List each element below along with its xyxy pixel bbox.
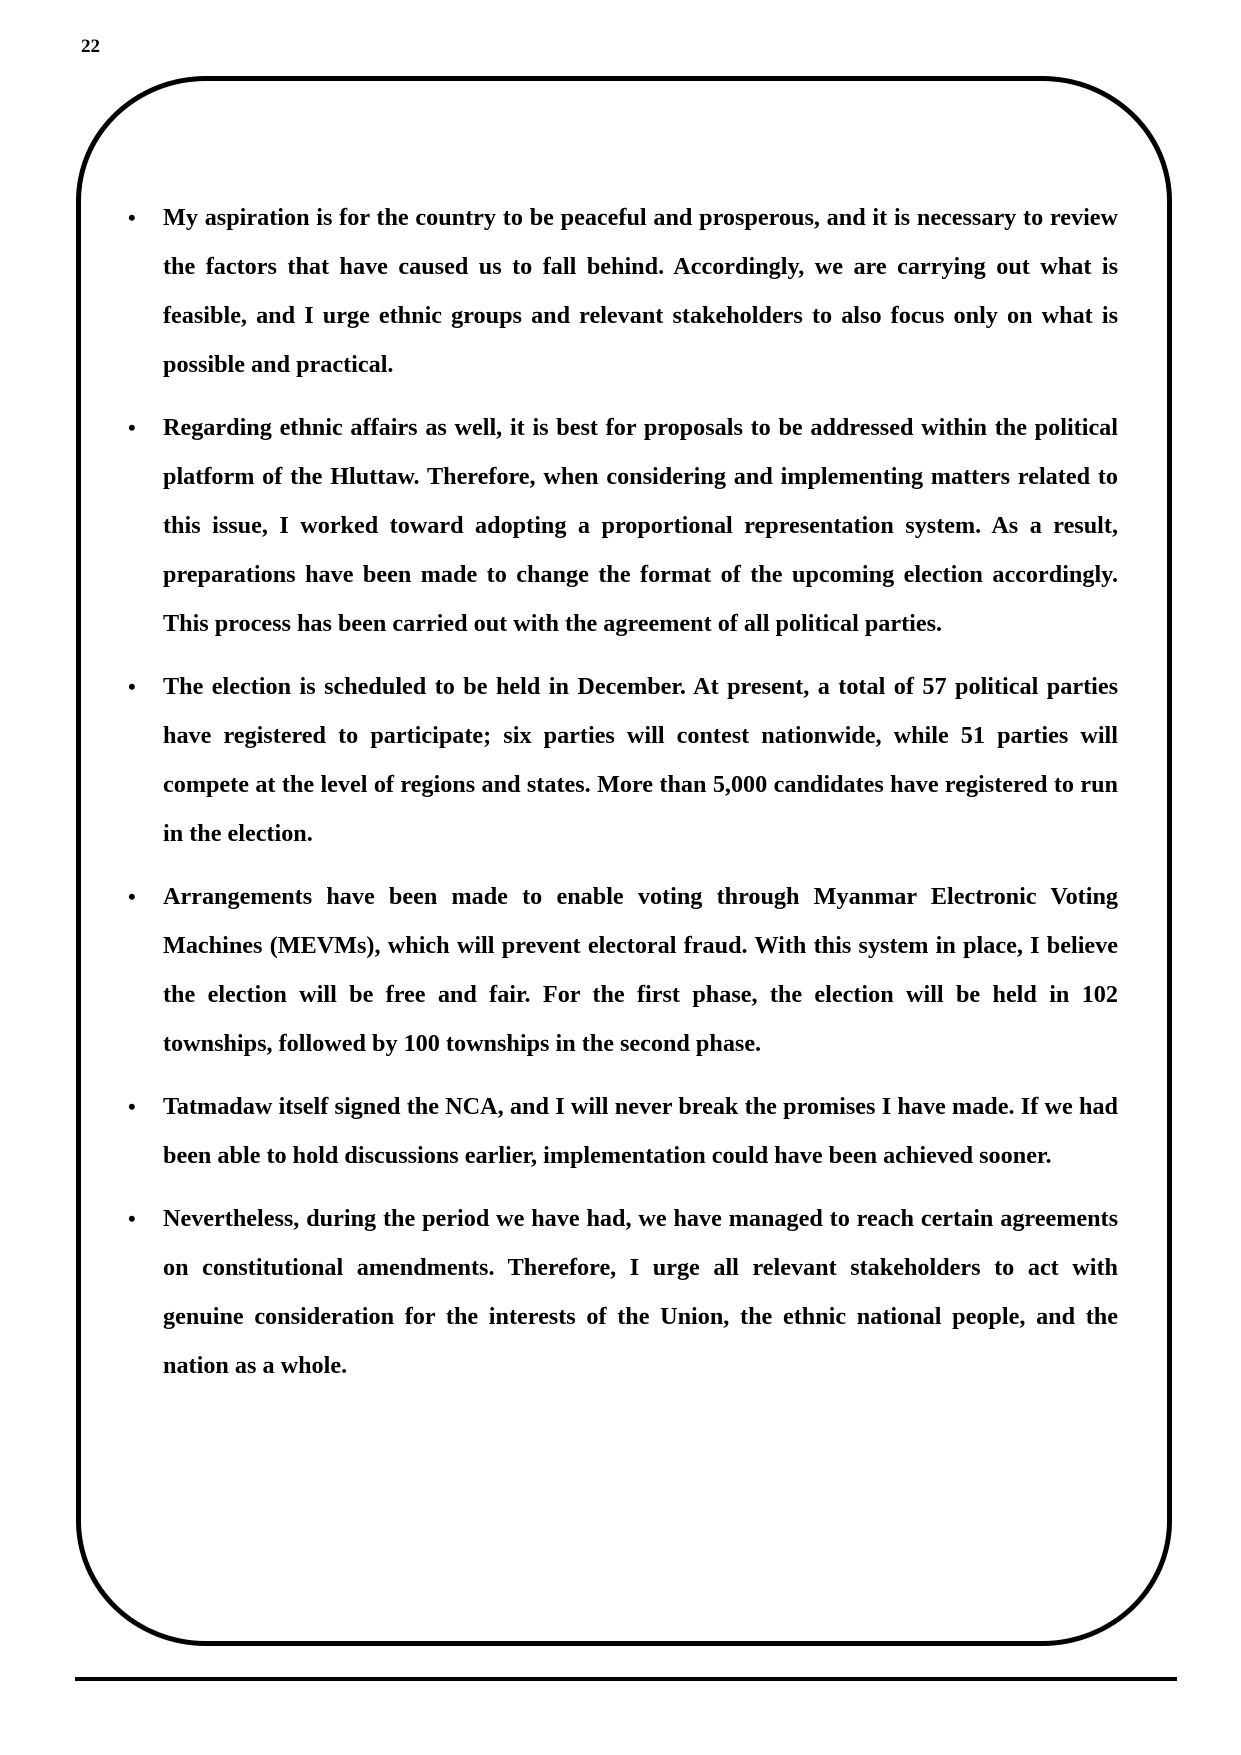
list-item [128,403,1118,648]
list-item [128,1082,1118,1180]
bullet-icon: • [128,205,136,230]
bullet-icon: • [128,674,136,699]
list-item [128,193,1118,389]
list-item-text: Tatmadaw itself signed the NCA, and I will never break the promises I have made. If we had been able to hold discussions earlier, implementation could have been achieved sooner. [163,1093,1118,1169]
footer-rule [75,1677,1177,1681]
bullet-icon: • [128,1094,136,1119]
list-item-text: Arrangements have been made to enable voting through Myanmar Electronic Voting Machines (MEVMs), which will prevent electoral fraud. With this system in place, I believe the election will be free and fair. For the first phase, the election will be held in 102 townships, followed by 100 townships in the second phase. [163,883,1118,1057]
page-number: 22 [81,36,100,57]
list-item [128,872,1118,1068]
bullet-icon: • [128,415,136,440]
bullet-icon: • [128,1206,136,1231]
list-item-text: Regarding ethnic affairs as well, it is best for proposals to be addressed within the political platform of the Hluttaw. Therefore, when considering and implementing matters related to this issue, I worked toward adopting a proportional representation system. As a result, preparations have been made to change the format of the upcoming election accordingly. This process has been carried out with the agreement of all political parties. [163,414,1118,637]
list-item-text: Nevertheless, during the period we have had, we have managed to reach certain agreements on constitutional amendments. Therefore, I urge all relevant stakeholders to act with genuine consideration for the interests of the Union, the ethnic national people, and the nation as a whole. [163,1205,1118,1379]
list-item-text: The election is scheduled to be held in December. At present, a total of 57 political parties have registered to participate; six parties will contest nationwide, while 51 parties will compete at the level of regions and states. More than 5,000 candidates have registered to run in the election. [163,673,1118,847]
list-item [128,662,1118,858]
list-item-text: My aspiration is for the country to be peaceful and prosperous, and it is necessary to review the factors that have caused us to fall behind. Accordingly, we are carrying out what is feasible, and I urge ethnic groups and relevant stakeholders to also focus only on what is possible and practical. [163,204,1118,378]
list-item [128,1194,1118,1390]
bullet-list [128,193,1118,1390]
bullet-list-content [128,193,1118,1404]
bullet-icon: • [128,884,136,909]
